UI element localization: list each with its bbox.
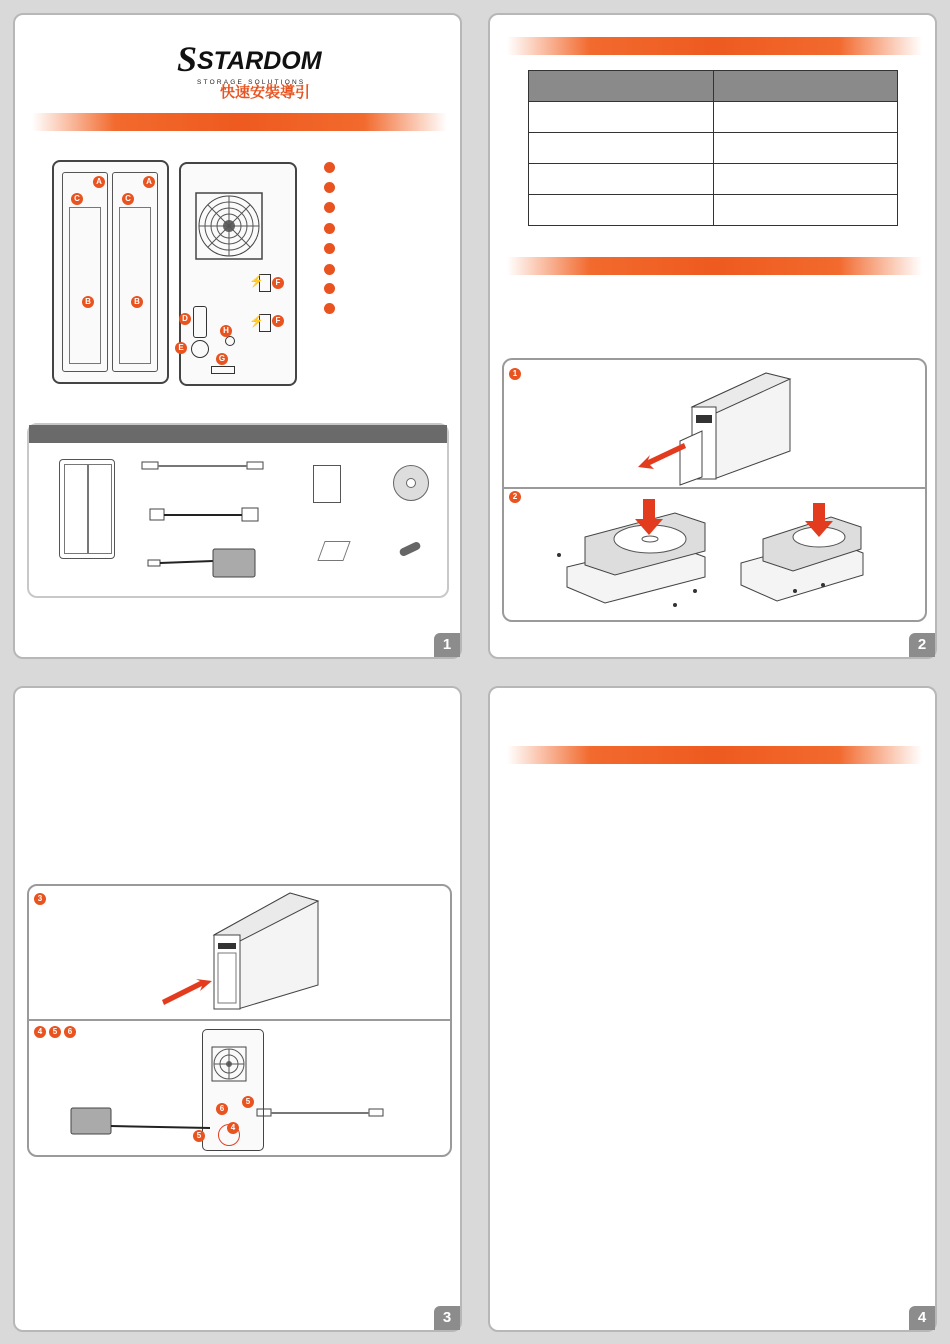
step-number: 2: [509, 491, 521, 503]
logo-initial: S: [177, 39, 198, 79]
step-divider: [29, 1019, 450, 1021]
page-number: 1: [434, 633, 460, 657]
legend-dot: [324, 264, 335, 275]
step-divider: [504, 487, 925, 489]
step-number: 6: [64, 1026, 76, 1038]
disc-icon: [393, 465, 429, 501]
legend-dot: [324, 243, 335, 254]
key-icon: [398, 541, 421, 558]
thunderbolt-icon: ⚡: [249, 274, 264, 288]
legend-dot: [324, 182, 335, 193]
section-bar: [507, 37, 922, 55]
arrow-icon: [160, 977, 216, 1009]
callout-6: 6: [216, 1103, 228, 1115]
section-bar: [507, 746, 922, 764]
power-cord: [149, 505, 259, 525]
callout-5: 5: [193, 1130, 205, 1142]
enclosure-front: [52, 160, 169, 384]
power-switch: [193, 306, 207, 338]
drive-install-illustration-2: [735, 501, 870, 611]
label-g: G: [216, 353, 228, 365]
package-box: [27, 423, 449, 598]
thunderbolt-cable: [141, 459, 265, 473]
step-number: 1: [509, 368, 521, 380]
table-row: [529, 164, 898, 195]
power-adapter-icon: [147, 547, 257, 581]
spec-table: [528, 70, 898, 226]
page-number: 3: [434, 1306, 460, 1330]
label-c1: C: [71, 193, 83, 205]
thunderbolt-icon: ⚡: [249, 314, 264, 328]
label-f2: F: [272, 315, 284, 327]
callout-4: 4: [227, 1122, 239, 1134]
page-2: [488, 13, 937, 659]
logo-text: STARDOM: [197, 47, 322, 75]
fan-icon: [211, 1046, 247, 1082]
title-bar: [32, 113, 447, 131]
label-a2: A: [143, 176, 155, 188]
callout-5: 5: [242, 1096, 254, 1108]
step-number: 5: [49, 1026, 61, 1038]
label-d: D: [179, 313, 191, 325]
table-header-row: [529, 71, 898, 102]
legend-dot: [324, 202, 335, 213]
package-enclosure: [59, 459, 115, 559]
legend-dot: [324, 223, 335, 234]
package-header: [29, 425, 447, 443]
table-row: [529, 195, 898, 226]
page-number: 4: [909, 1306, 935, 1330]
step-number: 4: [34, 1026, 46, 1038]
page-1: [13, 13, 462, 659]
manual-icon: [313, 465, 341, 503]
drive-tray-right: [112, 172, 158, 372]
table-row: [529, 102, 898, 133]
thunderbolt-cable: [255, 1106, 385, 1120]
kensington-lock: [225, 336, 235, 346]
drive-tray-left: [62, 172, 108, 372]
fan-icon: [195, 192, 263, 260]
page-number: 2: [909, 633, 935, 657]
dc-jack: [191, 340, 209, 358]
tray-insert-illustration: [210, 891, 330, 1011]
drive-install-illustration-1: [555, 495, 720, 615]
page-3: [13, 686, 462, 1332]
label-b1: B: [82, 296, 94, 308]
enclosure-rear: [179, 162, 297, 386]
label-b2: B: [131, 296, 143, 308]
legend-dot: [324, 303, 335, 314]
legend-dot: [324, 162, 335, 173]
label-c2: C: [122, 193, 134, 205]
legend-dot: [324, 283, 335, 294]
page-title: 快速安裝導引: [220, 84, 311, 101]
logo-tagline: STORAGE SOLUTIONS: [197, 79, 306, 86]
mode-switch: [211, 366, 235, 374]
page-4: [488, 686, 937, 1332]
screw-bag-icon: [317, 541, 350, 561]
label-h: H: [220, 325, 232, 337]
step-number: 3: [34, 893, 46, 905]
table-row: [529, 133, 898, 164]
label-a1: A: [93, 176, 105, 188]
label-e: E: [175, 342, 187, 354]
section-bar: [507, 257, 922, 275]
arrow-icon: [638, 441, 688, 471]
label-f1: F: [272, 277, 284, 289]
